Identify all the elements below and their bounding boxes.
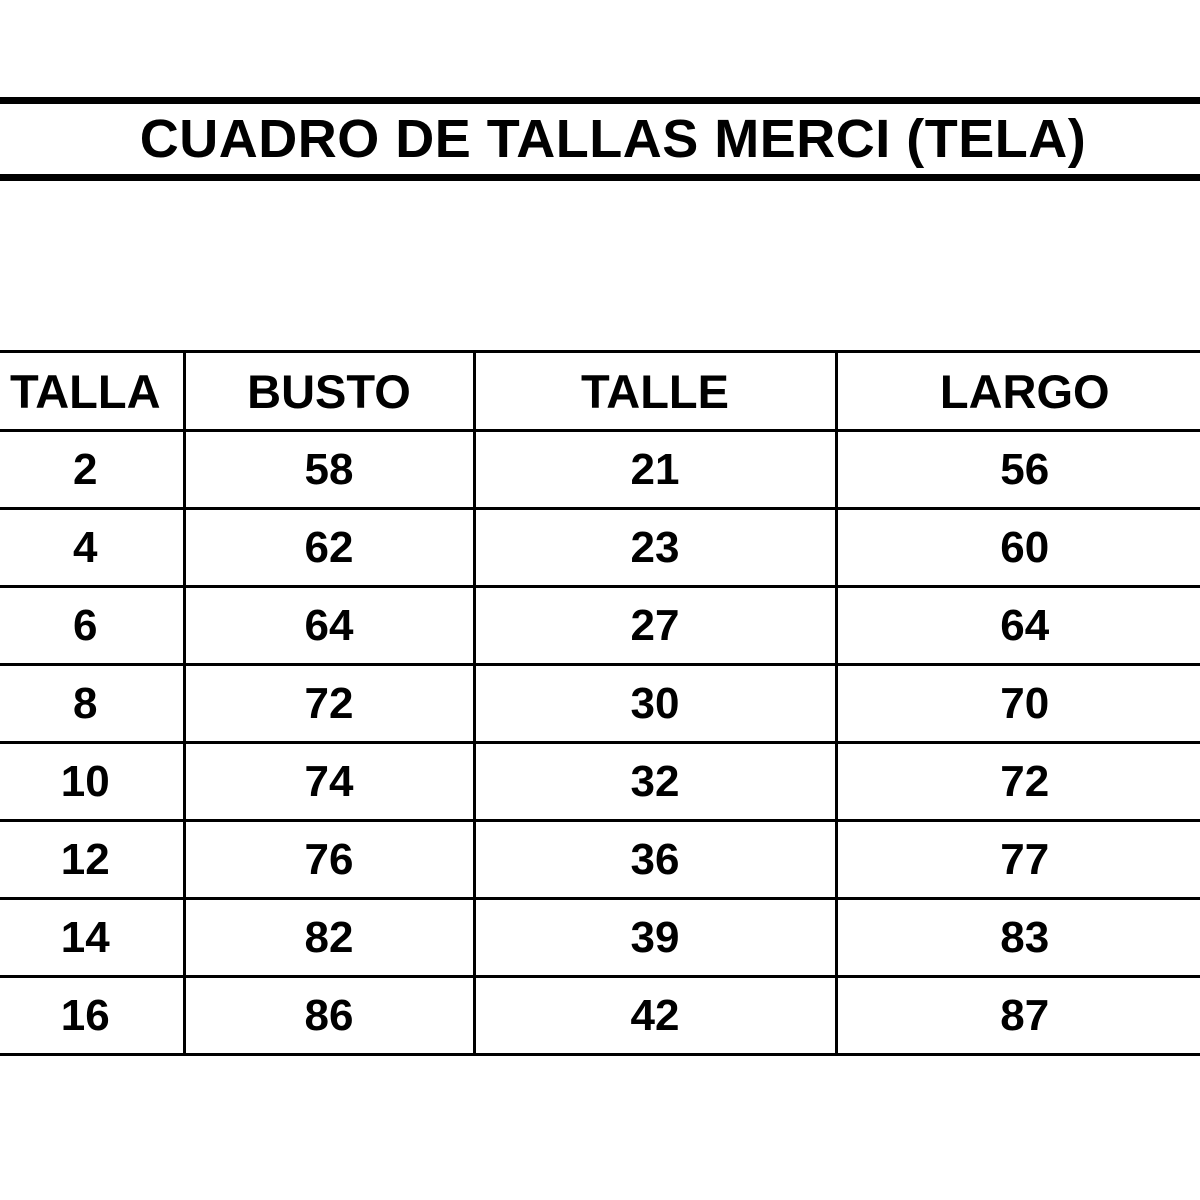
cell-busto: 64 (184, 587, 474, 665)
cell-largo: 56 (836, 431, 1200, 509)
cell-busto: 72 (184, 665, 474, 743)
cell-talla: 8 (0, 665, 184, 743)
table-row (0, 431, 1200, 509)
column-header-talle: TALLE (474, 352, 836, 431)
column-header-largo: LARGO (836, 352, 1200, 431)
title-banner (0, 97, 1200, 181)
cell-talla: 2 (0, 431, 184, 509)
cell-largo: 60 (836, 509, 1200, 587)
cell-talle: 42 (474, 977, 836, 1055)
cell-talla: 16 (0, 977, 184, 1055)
cell-busto: 76 (184, 821, 474, 899)
table-row (0, 665, 1200, 743)
size-chart-table (0, 350, 1200, 1056)
table-row (0, 899, 1200, 977)
cell-talle: 32 (474, 743, 836, 821)
cell-talla: 6 (0, 587, 184, 665)
cell-largo: 83 (836, 899, 1200, 977)
cell-talle: 39 (474, 899, 836, 977)
cell-talle: 36 (474, 821, 836, 899)
cell-busto: 74 (184, 743, 474, 821)
cell-largo: 70 (836, 665, 1200, 743)
column-header-busto: BUSTO (184, 352, 474, 431)
cell-talla: 12 (0, 821, 184, 899)
size-chart-table-wrapper (0, 350, 1200, 1056)
cell-largo: 64 (836, 587, 1200, 665)
cell-largo: 77 (836, 821, 1200, 899)
cell-talle: 27 (474, 587, 836, 665)
page-title: CUADRO DE TALLAS MERCI (TELA) (139, 109, 1087, 169)
table-row (0, 587, 1200, 665)
cell-talle: 21 (474, 431, 836, 509)
cell-largo: 72 (836, 743, 1200, 821)
table-row (0, 821, 1200, 899)
cell-talla: 14 (0, 899, 184, 977)
cell-talle: 23 (474, 509, 836, 587)
cell-busto: 62 (184, 509, 474, 587)
table-row (0, 509, 1200, 587)
cell-busto: 82 (184, 899, 474, 977)
cell-talla: 10 (0, 743, 184, 821)
cell-talla: 4 (0, 509, 184, 587)
column-header-talla: TALLA (0, 352, 184, 431)
cell-busto: 58 (184, 431, 474, 509)
cell-largo: 87 (836, 977, 1200, 1055)
cell-talle: 30 (474, 665, 836, 743)
table-header-row (0, 352, 1200, 431)
table-row (0, 977, 1200, 1055)
cell-busto: 86 (184, 977, 474, 1055)
table-row (0, 743, 1200, 821)
